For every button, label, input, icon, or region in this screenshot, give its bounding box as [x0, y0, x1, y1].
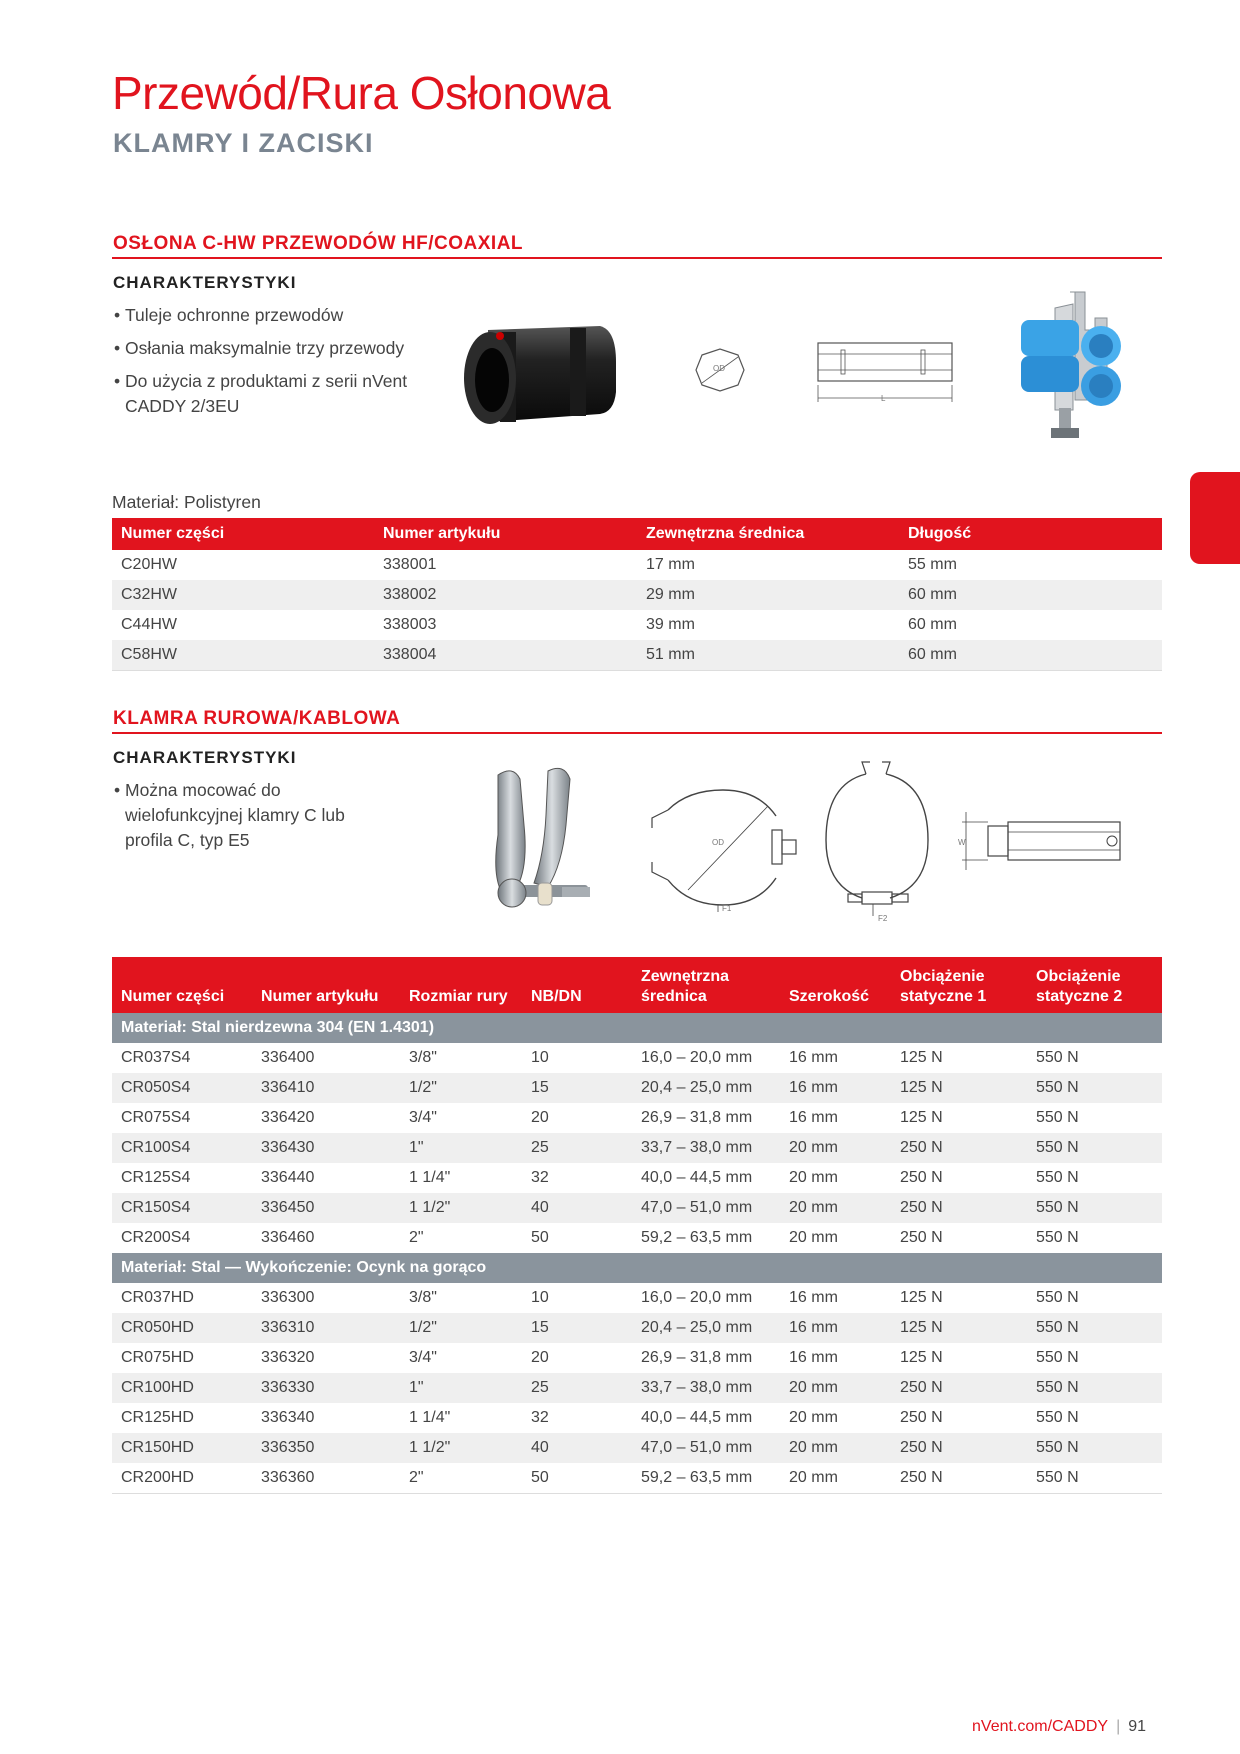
section1-title: OSŁONA C-HW PRZEWODÓW HF/COAXIAL: [113, 233, 524, 254]
table-cell: CR100S4: [112, 1133, 252, 1163]
table-cell: 20 mm: [780, 1193, 891, 1223]
table-cell: 250 N: [891, 1373, 1027, 1403]
table-row: [112, 610, 1162, 640]
table-cell: CR050S4: [112, 1073, 252, 1103]
table-cell: 550 N: [1036, 1169, 1079, 1186]
table-cell: 20: [531, 1109, 549, 1126]
table-cell: 125 N: [900, 1049, 943, 1066]
table-cell: 1/2": [400, 1313, 522, 1343]
table-header-cell: NB/DN: [522, 957, 632, 1013]
clamp-width-drawing: [958, 808, 1128, 873]
table-header-cell: Obciążenie statyczne 1: [891, 957, 1027, 1013]
table-cell: 40: [522, 1433, 632, 1463]
table-cell: 336340: [261, 1409, 315, 1426]
bullet-item: • Do użycia z produktami z serii nVent CADDY 2/3EU: [110, 369, 440, 419]
table-cell: CR075S4: [121, 1109, 191, 1126]
table-row: [112, 1103, 1162, 1133]
table-cell: 26,9 – 31,8 mm: [641, 1109, 753, 1126]
table-row: [112, 1463, 1162, 1494]
table-cell: 20 mm: [789, 1409, 838, 1426]
bullet-item: • Można mocować do wielofunkcyjnej klamry C lub profila C, typ E5: [110, 778, 360, 853]
page-subtitle: KLAMRY I ZACISKI: [113, 128, 374, 158]
table-cell: 125 N: [900, 1109, 943, 1126]
table-header-cell: Zewnętrzna średnica: [637, 518, 899, 550]
table-cell: 55 mm: [908, 556, 957, 573]
table-cell: 338004: [374, 640, 637, 671]
table-group-label: Materiał: Stal nierdzewna 304 (EN 1.4301): [112, 1013, 1162, 1043]
table-cell: 338001: [383, 556, 437, 573]
w-label: W: [958, 838, 966, 847]
table-header-cell: Obciążenie statyczne 2: [1027, 957, 1162, 1013]
clamp-product-image: [488, 765, 598, 925]
table-cell: C32HW: [112, 580, 374, 610]
table-cell: 16 mm: [789, 1109, 838, 1126]
table-cell: 20 mm: [789, 1169, 838, 1186]
table-row: [112, 1133, 1162, 1163]
table-row: [112, 1163, 1162, 1193]
table-cell: 16 mm: [789, 1049, 838, 1066]
table-header-cell: Rozmiar rury: [400, 957, 522, 1013]
table-cell: 50: [522, 1463, 632, 1494]
table-cell: 3/8": [409, 1289, 437, 1306]
section1-table: [112, 518, 1162, 671]
page-number: 91: [1128, 1718, 1147, 1735]
table-row: [112, 1193, 1162, 1223]
table-row: [112, 1373, 1162, 1403]
table-cell: C44HW: [121, 616, 178, 633]
table-cell: 1": [400, 1373, 522, 1403]
table-row: [112, 1223, 1162, 1253]
section2-bullet-list: [110, 778, 360, 861]
table-cell: 2": [409, 1229, 424, 1246]
table-cell: 1 1/4": [409, 1409, 451, 1426]
table-cell: 336310: [252, 1313, 400, 1343]
footer-separator: |: [1116, 1718, 1121, 1735]
clamp-front-drawing: [818, 760, 938, 920]
table-cell: 1": [400, 1133, 522, 1163]
table-cell: 336300: [261, 1289, 315, 1306]
table-cell: 33,7 – 38,0 mm: [632, 1133, 780, 1163]
page-title: Przewód/Rura Osłonowa: [112, 67, 611, 119]
od-label: OD: [713, 364, 725, 373]
table-cell: CR200S4: [121, 1229, 191, 1246]
table-cell: 336330: [252, 1373, 400, 1403]
table-cell: 20,4 – 25,0 mm: [632, 1073, 780, 1103]
table-cell: 550 N: [1027, 1193, 1162, 1223]
table-cell: 250 N: [891, 1433, 1027, 1463]
section2-table: [112, 957, 1162, 1494]
table-header-cell: Numer artykułu: [374, 518, 637, 550]
table-cell: 20 mm: [780, 1433, 891, 1463]
table-cell: 1 1/4": [409, 1169, 451, 1186]
table-cell: 16 mm: [780, 1313, 891, 1343]
table-cell: 10: [531, 1049, 549, 1066]
table-header-row: [112, 957, 1162, 1013]
table-cell: 16,0 – 20,0 mm: [641, 1049, 753, 1066]
table-cell: CR150S4: [112, 1193, 252, 1223]
table-cell: 40: [522, 1193, 632, 1223]
footer: [972, 1718, 1146, 1736]
table-cell: 550 N: [1036, 1109, 1079, 1126]
table-cell: 47,0 – 51,0 mm: [632, 1433, 780, 1463]
table-cell: 336420: [261, 1109, 315, 1126]
bullet-item: • Tuleje ochronne przewodów: [110, 303, 440, 328]
section1-material: Materiał: Polistyren: [112, 492, 261, 512]
section-tab-marker: [1190, 472, 1240, 564]
table-cell: 550 N: [1027, 1463, 1162, 1494]
table-row: [112, 1043, 1162, 1073]
table-cell: C58HW: [112, 640, 374, 671]
table-cell: CR050HD: [112, 1313, 252, 1343]
table-cell: 336350: [252, 1433, 400, 1463]
table-cell: 550 N: [1027, 1373, 1162, 1403]
table-cell: 3/4": [409, 1349, 437, 1366]
table-cell: 550 N: [1027, 1313, 1162, 1343]
table-cell: 250 N: [891, 1463, 1027, 1494]
table-cell: 33,7 – 38,0 mm: [632, 1373, 780, 1403]
table-cell: 336440: [261, 1169, 315, 1186]
table-row: [112, 1343, 1162, 1373]
table-cell: 550 N: [1036, 1409, 1079, 1426]
table-group-label: Materiał: Stal — Wykończenie: Ocynk na gorąco: [112, 1253, 1162, 1283]
table-header-cell: Numer części: [112, 957, 252, 1013]
table-cell: 336320: [261, 1349, 315, 1366]
table-cell: 125 N: [891, 1073, 1027, 1103]
table-row: [112, 550, 1162, 580]
section2-divider: [112, 732, 1162, 734]
table-cell: 17 mm: [646, 556, 695, 573]
table-cell: 29 mm: [637, 580, 899, 610]
table-cell: 16 mm: [780, 1073, 891, 1103]
bullet-item: • Osłania maksymalnie trzy przewody: [110, 336, 440, 361]
table-cell: 10: [531, 1289, 549, 1306]
table-cell: CR125S4: [121, 1169, 191, 1186]
table-cell: 550 N: [1036, 1289, 1079, 1306]
table-cell: 336430: [252, 1133, 400, 1163]
table-row: [112, 1073, 1162, 1103]
clamp-od-drawing: [648, 780, 808, 915]
table-cell: 26,9 – 31,8 mm: [641, 1349, 753, 1366]
table-cell: 550 N: [1027, 1433, 1162, 1463]
sleeve-assembly-image: [1015, 290, 1125, 445]
table-cell: CR037HD: [121, 1289, 194, 1306]
table-cell: 550 N: [1036, 1229, 1079, 1246]
footer-site-link[interactable]: nVent.com/CADDY: [972, 1718, 1109, 1735]
table-cell: 1 1/2": [400, 1193, 522, 1223]
table-cell: 250 N: [900, 1409, 943, 1426]
table-header-cell: Numer artykułu: [252, 957, 400, 1013]
table-cell: 336360: [252, 1463, 400, 1494]
table-cell: 15: [522, 1313, 632, 1343]
table-group-row: [112, 1253, 1162, 1283]
table-cell: 336400: [261, 1049, 315, 1066]
table-cell: 16,0 – 20,0 mm: [641, 1289, 753, 1306]
sleeve-product-image: [460, 322, 620, 432]
table-header-row: [112, 518, 1162, 550]
table-cell: 32: [531, 1409, 549, 1426]
table-cell: 125 N: [891, 1313, 1027, 1343]
table-cell: CR100HD: [112, 1373, 252, 1403]
table-cell: 550 N: [1036, 1349, 1079, 1366]
table-cell: 336460: [261, 1229, 315, 1246]
table-row: [112, 1313, 1162, 1343]
table-cell: 336410: [252, 1073, 400, 1103]
table-row: [112, 640, 1162, 671]
section1-divider: [112, 257, 1162, 259]
table-cell: 338003: [383, 616, 437, 633]
table-cell: CR125HD: [121, 1409, 194, 1426]
table-header-cell: Długość: [899, 518, 1162, 550]
table-cell: 59,2 – 63,5 mm: [641, 1229, 753, 1246]
clamp-od-label: OD: [712, 838, 724, 847]
table-cell: 20: [531, 1349, 549, 1366]
table-cell: 125 N: [900, 1349, 943, 1366]
table-cell: CR150HD: [112, 1433, 252, 1463]
f2-label: F2: [878, 914, 888, 923]
table-cell: 20 mm: [780, 1463, 891, 1494]
section2-title: KLAMRA RUROWA/KABLOWA: [113, 708, 401, 729]
table-cell: 15: [522, 1073, 632, 1103]
table-cell: 1/2": [400, 1073, 522, 1103]
table-cell: 125 N: [900, 1289, 943, 1306]
table-cell: 336450: [252, 1193, 400, 1223]
table-cell: CR037S4: [121, 1049, 191, 1066]
table-cell: 39 mm: [646, 616, 695, 633]
table-cell: 250 N: [900, 1229, 943, 1246]
table-cell: 25: [522, 1133, 632, 1163]
table-cell: 550 N: [1027, 1073, 1162, 1103]
table-row: [112, 580, 1162, 610]
table-row: [112, 1283, 1162, 1313]
table-cell: 2": [400, 1463, 522, 1494]
table-cell: 250 N: [900, 1169, 943, 1186]
table-header-cell: Numer części: [112, 518, 374, 550]
table-header-cell: Zewnętrzna średnica: [632, 957, 780, 1013]
table-cell: 32: [531, 1169, 549, 1186]
section1-char-heading: CHARAKTERYSTYKI: [113, 273, 297, 292]
table-cell: CR200HD: [112, 1463, 252, 1494]
table-cell: 550 N: [1027, 1133, 1162, 1163]
table-cell: 51 mm: [637, 640, 899, 671]
table-cell: 20 mm: [789, 1229, 838, 1246]
table-cell: 1 1/2": [400, 1433, 522, 1463]
table-cell: 250 N: [891, 1133, 1027, 1163]
section2-char-heading: CHARAKTERYSTYKI: [113, 748, 297, 767]
table-cell: 250 N: [891, 1193, 1027, 1223]
table-cell: 20 mm: [780, 1133, 891, 1163]
table-cell: 338002: [374, 580, 637, 610]
table-cell: 47,0 – 51,0 mm: [632, 1193, 780, 1223]
length-label: L: [881, 394, 886, 403]
table-row: [112, 1433, 1162, 1463]
table-cell: 25: [522, 1373, 632, 1403]
f1-label: F1: [722, 904, 732, 913]
table-cell: C20HW: [121, 556, 178, 573]
table-cell: 16 mm: [789, 1289, 838, 1306]
table-header-cell: Szerokość: [780, 957, 891, 1013]
table-cell: 60 mm: [908, 616, 957, 633]
table-cell: 3/4": [409, 1109, 437, 1126]
table-cell: 50: [531, 1229, 549, 1246]
table-cell: 550 N: [1036, 1049, 1079, 1066]
table-group-row: [112, 1013, 1162, 1043]
table-cell: 40,0 – 44,5 mm: [641, 1169, 753, 1186]
table-cell: 60 mm: [899, 640, 1162, 671]
table-row: [112, 1403, 1162, 1433]
table-cell: 60 mm: [899, 580, 1162, 610]
table-cell: 16 mm: [789, 1349, 838, 1366]
section1-bullet-list: [110, 303, 440, 427]
table-cell: CR075HD: [121, 1349, 194, 1366]
table-cell: 20 mm: [780, 1373, 891, 1403]
table-cell: 40,0 – 44,5 mm: [641, 1409, 753, 1426]
table-cell: 20,4 – 25,0 mm: [632, 1313, 780, 1343]
table-cell: 3/8": [409, 1049, 437, 1066]
table-cell: 59,2 – 63,5 mm: [632, 1463, 780, 1494]
